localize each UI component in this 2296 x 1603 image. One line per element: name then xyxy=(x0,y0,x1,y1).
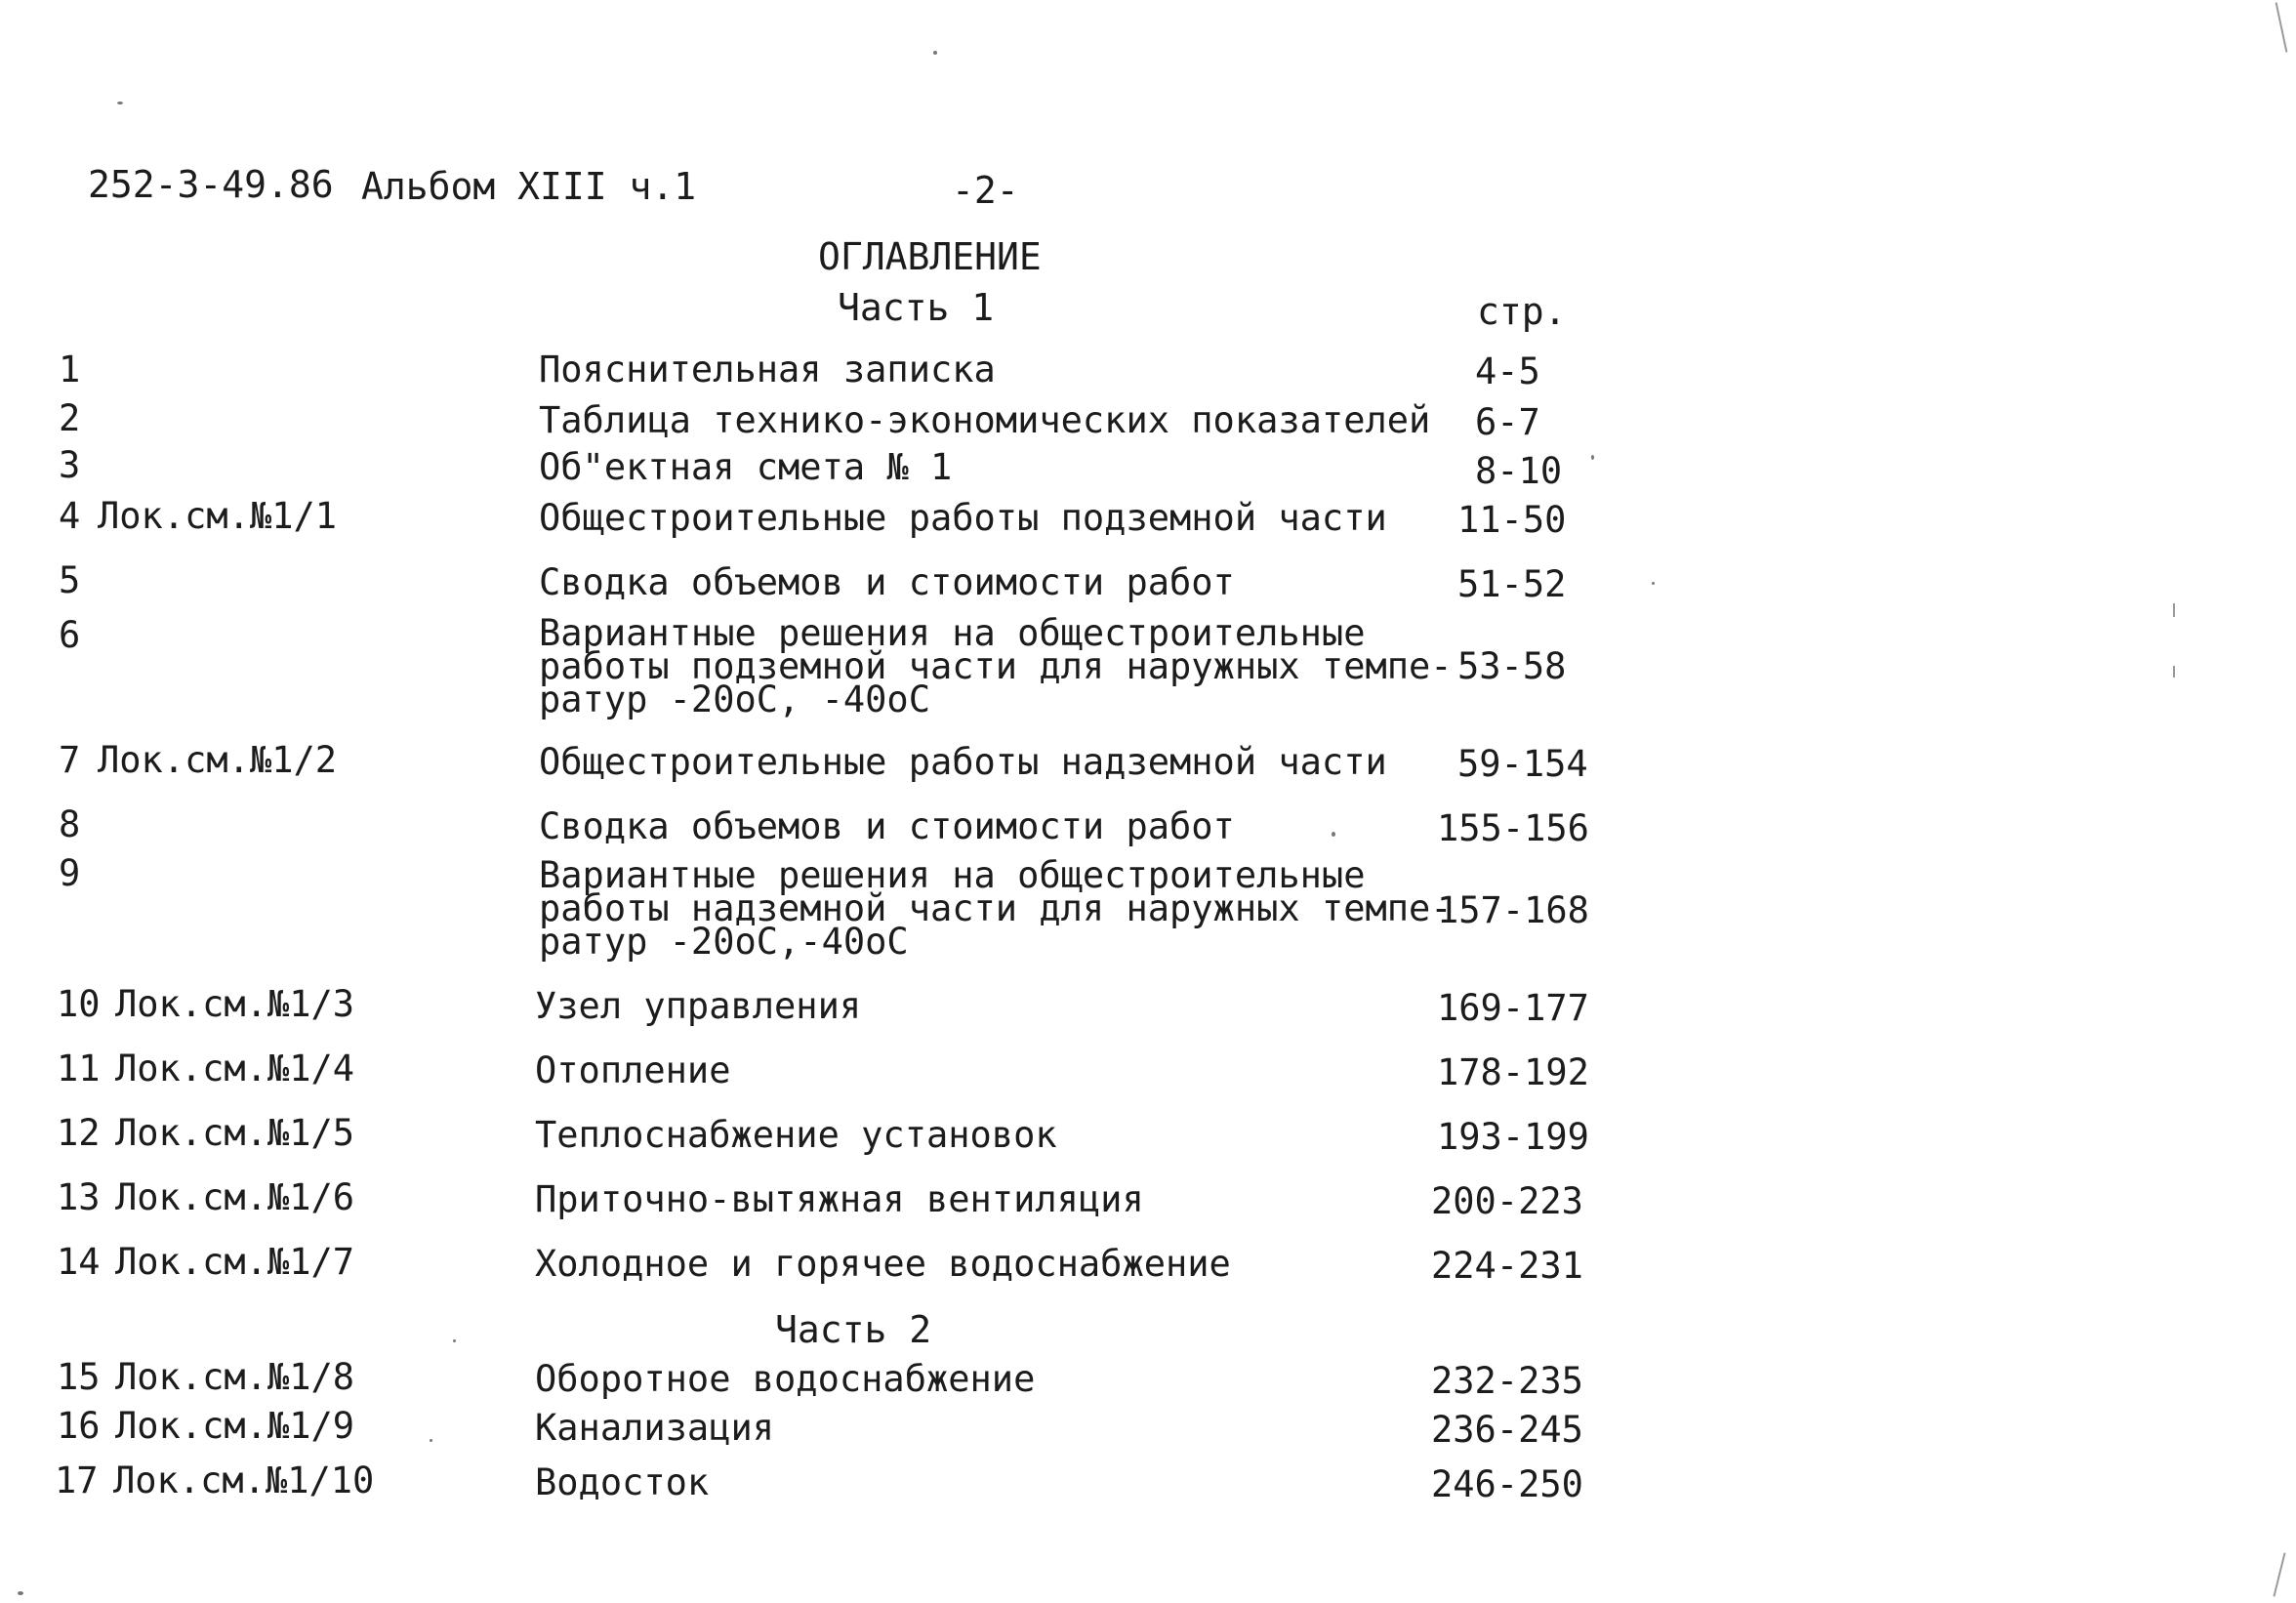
row-code: Лок.см.№1/8 xyxy=(115,1356,355,1398)
row-title: Холодное и горячее водоснабжение xyxy=(535,1243,1231,1285)
row-title: Таблица технико-экономических показателей xyxy=(539,399,1431,441)
row-number: 17 xyxy=(55,1459,99,1501)
row-number: 7 xyxy=(59,739,81,781)
scan-speck xyxy=(1652,582,1655,585)
row-pages: 246-250 xyxy=(1431,1463,1583,1505)
page-number: -2- xyxy=(952,169,1019,212)
row-title: Общестроительные работы подземной части xyxy=(539,497,1387,539)
scan-speck xyxy=(1332,832,1335,837)
document-code: 252-3-49.86 xyxy=(88,163,334,206)
row-title: Приточно-вытяжная вентиляция xyxy=(535,1178,1144,1220)
row-code: Лок.см.№1/10 xyxy=(113,1459,375,1501)
toc-title: ОГЛАВЛЕНИЕ xyxy=(818,235,1042,278)
row-code: Лок.см.№1/3 xyxy=(115,983,355,1025)
row-code: Лок.см.№1/1 xyxy=(98,495,338,537)
scan-scratch xyxy=(2273,1552,2285,1596)
row-pages: 200-223 xyxy=(1431,1180,1583,1222)
row-pages: 236-245 xyxy=(1431,1409,1583,1451)
row-title: Узел управления xyxy=(535,985,862,1027)
scan-speck xyxy=(453,1339,456,1342)
row-number: 2 xyxy=(59,397,81,439)
row-title: Об"ектная смета № 1 xyxy=(539,446,953,488)
row-code: Лок.см.№1/2 xyxy=(98,739,338,781)
pages-column-header: стр. xyxy=(1477,290,1567,333)
scan-speck xyxy=(117,102,123,104)
scan-speck xyxy=(1591,455,1594,460)
scan-scratch xyxy=(2276,2,2288,52)
row-number: 13 xyxy=(57,1176,101,1218)
row-number: 5 xyxy=(59,559,81,601)
row-number: 10 xyxy=(57,983,101,1025)
row-pages: 232-235 xyxy=(1431,1360,1583,1402)
row-number: 11 xyxy=(57,1048,101,1089)
row-pages: 11-50 xyxy=(1457,499,1567,541)
row-title: Пояснительная записка xyxy=(539,349,996,390)
row-title: Вариантные решения на общестроительные работы надземной части для наружных темпе- ратур -20оС,-40оС xyxy=(539,854,1453,963)
row-pages: 178-192 xyxy=(1437,1051,1589,1093)
row-pages: 169-177 xyxy=(1437,987,1589,1029)
row-number: 9 xyxy=(59,852,81,894)
row-title: Общестроительные работы надземной части xyxy=(539,741,1387,783)
scan-speck xyxy=(430,1439,432,1442)
row-code: Лок.см.№1/4 xyxy=(115,1048,355,1089)
row-pages: 157-168 xyxy=(1437,889,1589,931)
row-title: Сводка объемов и стоимости работ xyxy=(539,805,1235,847)
row-title: Сводка объемов и стоимости работ xyxy=(539,561,1235,603)
row-title: Отопление xyxy=(535,1049,731,1091)
row-number: 15 xyxy=(57,1356,101,1398)
row-pages: 4-5 xyxy=(1475,350,1540,392)
scan-scratch xyxy=(2173,666,2175,678)
row-title: Канализация xyxy=(535,1407,775,1449)
row-pages: 51-52 xyxy=(1457,563,1567,605)
row-title: Теплоснабжение установок xyxy=(535,1114,1057,1156)
row-code: Лок.см.№1/6 xyxy=(115,1176,355,1218)
row-pages: 6-7 xyxy=(1475,401,1540,443)
row-pages: 53-58 xyxy=(1457,645,1567,687)
row-number: 12 xyxy=(57,1112,101,1154)
scan-speck xyxy=(18,1591,23,1595)
row-pages: 8-10 xyxy=(1475,450,1563,492)
row-title: Водосток xyxy=(535,1461,710,1503)
row-number: 4 xyxy=(59,495,81,537)
row-number: 14 xyxy=(57,1241,101,1283)
row-title: Оборотное водоснабжение xyxy=(535,1358,1036,1400)
part2-label: Часть 2 xyxy=(775,1308,932,1351)
album-label: Альбом XIII ч.1 xyxy=(361,165,697,208)
row-title: Вариантные решения на общестроительные работы подземной части для наружных темпе- ратур -20оС, -40оС xyxy=(539,612,1453,720)
row-number: 3 xyxy=(59,444,81,486)
row-pages: 224-231 xyxy=(1431,1245,1583,1287)
row-code: Лок.см.№1/5 xyxy=(115,1112,355,1154)
row-number: 8 xyxy=(59,803,81,845)
row-number: 6 xyxy=(59,614,81,656)
row-code: Лок.см.№1/9 xyxy=(115,1405,355,1447)
part1-label: Часть 1 xyxy=(838,286,995,329)
row-code: Лок.см.№1/7 xyxy=(115,1241,355,1283)
row-pages: 193-199 xyxy=(1437,1116,1589,1158)
row-pages: 155-156 xyxy=(1437,807,1589,849)
row-number: 16 xyxy=(57,1405,101,1447)
scan-scratch xyxy=(2173,603,2175,617)
row-pages: 59-154 xyxy=(1457,743,1588,785)
row-number: 1 xyxy=(59,349,81,390)
scan-speck xyxy=(933,51,937,55)
